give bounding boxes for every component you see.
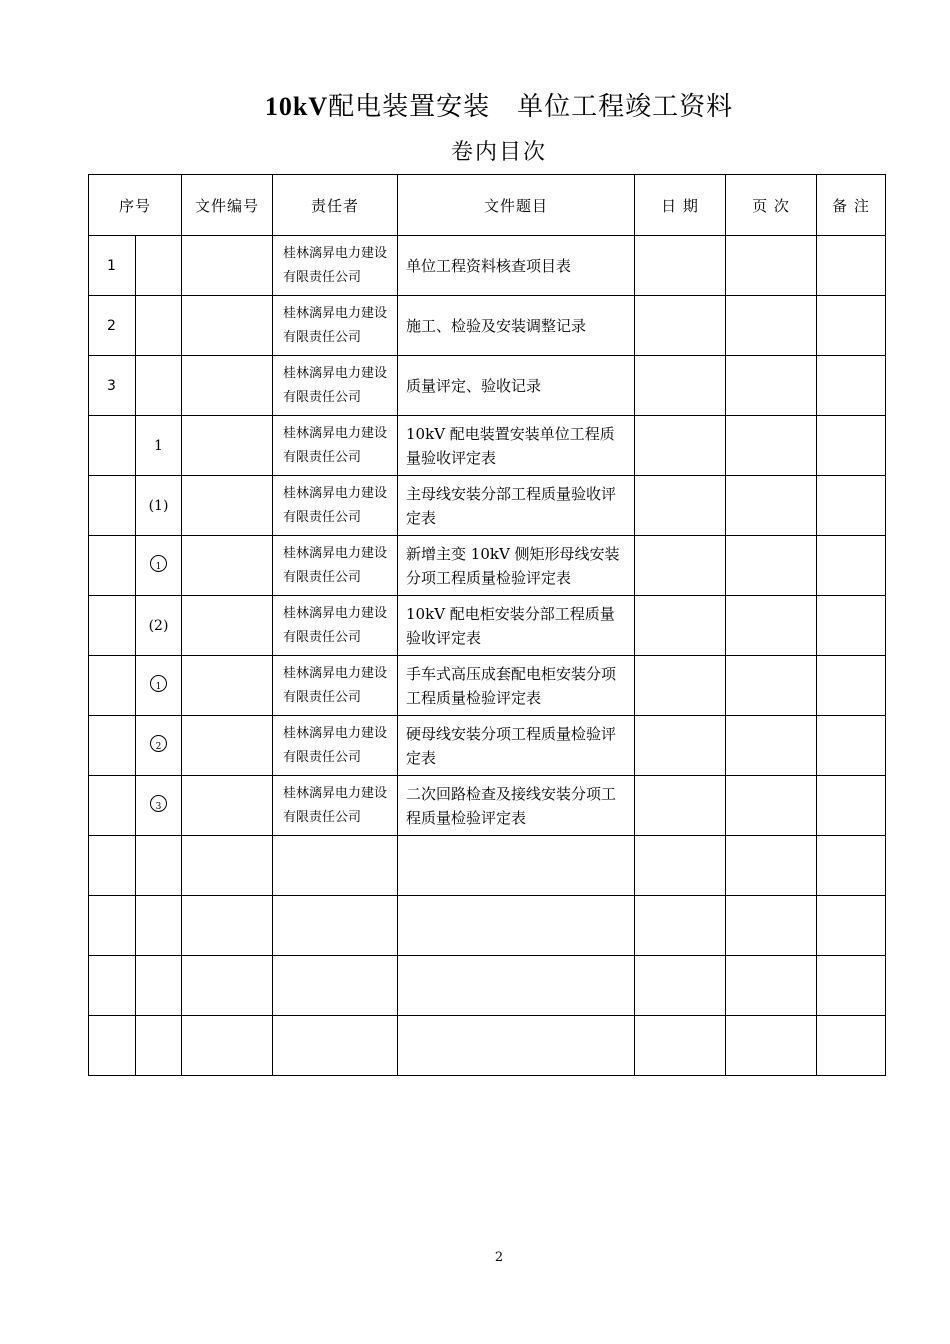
cell-file-no xyxy=(182,356,273,416)
cell-page xyxy=(726,296,817,356)
cell-seq-level1 xyxy=(89,596,136,656)
cell-date xyxy=(635,656,726,716)
cell-responsible: 桂林漓昇电力建设有限责任公司 xyxy=(273,776,398,836)
cell-seq-level1 xyxy=(89,776,136,836)
cell-remark xyxy=(817,1016,886,1076)
cell-page xyxy=(726,1016,817,1076)
document-title-rest: 配电装置安装 单位工程竣工资料 xyxy=(328,92,734,122)
cell-date xyxy=(635,896,726,956)
cell-date xyxy=(635,596,726,656)
cell-seq-level2 xyxy=(136,1016,182,1076)
page-number: 2 xyxy=(494,1250,504,1265)
cell-remark xyxy=(817,416,886,476)
cell-file-title: 单位工程资料核查项目表 xyxy=(398,236,635,296)
cell-date xyxy=(635,236,726,296)
cell-date xyxy=(635,1016,726,1076)
table-row xyxy=(89,356,886,416)
cell-seq-level2 xyxy=(136,236,182,296)
circled-number: 3 xyxy=(150,795,167,812)
table-row xyxy=(89,896,886,956)
cell-file-title: 10kV 配电柜安装分部工程质量验收评定表 xyxy=(398,596,635,656)
cell-file-title: 新增主变 10kV 侧矩形母线安装分项工程质量检验评定表 xyxy=(398,536,635,596)
cell-remark xyxy=(817,356,886,416)
circled-number: 2 xyxy=(150,735,167,752)
cell-page xyxy=(726,776,817,836)
cell-remark xyxy=(817,716,886,776)
cell-file-title: 主母线安装分部工程质量验收评定表 xyxy=(398,476,635,536)
cell-file-no xyxy=(182,716,273,776)
cell-seq-level1 xyxy=(89,1016,136,1076)
cell-file-no xyxy=(182,536,273,596)
table-row xyxy=(89,596,886,656)
cell-seq-level1 xyxy=(89,536,136,596)
cell-remark xyxy=(817,236,886,296)
table-row xyxy=(89,476,886,536)
table-row xyxy=(89,236,886,296)
cell-remark xyxy=(817,596,886,656)
table-row xyxy=(89,716,886,776)
header-page: 页 次 xyxy=(726,175,817,236)
cell-date xyxy=(635,956,726,1016)
table-header-row xyxy=(89,175,886,236)
cell-file-no xyxy=(182,656,273,716)
cell-responsible xyxy=(273,956,398,1016)
cell-file-title xyxy=(398,1016,635,1076)
cell-file-no xyxy=(182,896,273,956)
cell-date xyxy=(635,416,726,476)
cell-page xyxy=(726,236,817,296)
cell-seq-level2 xyxy=(136,716,182,776)
cell-responsible: 桂林漓昇电力建设有限责任公司 xyxy=(273,356,398,416)
cell-file-no xyxy=(182,836,273,896)
cell-seq-level1: 1 xyxy=(89,236,136,296)
cell-file-title xyxy=(398,836,635,896)
cell-seq-level1 xyxy=(89,656,136,716)
cell-responsible: 桂林漓昇电力建设有限责任公司 xyxy=(273,536,398,596)
header-responsible: 责任者 xyxy=(273,175,398,236)
cell-responsible: 桂林漓昇电力建设有限责任公司 xyxy=(273,476,398,536)
table-row xyxy=(89,296,886,356)
cell-remark xyxy=(817,896,886,956)
header-date: 日 期 xyxy=(635,175,726,236)
cell-seq-level1 xyxy=(89,956,136,1016)
cell-seq-level1 xyxy=(89,716,136,776)
cell-date xyxy=(635,536,726,596)
cell-page xyxy=(726,956,817,1016)
circled-number: 1 xyxy=(150,675,167,692)
cell-seq-level1 xyxy=(89,836,136,896)
cell-remark xyxy=(817,296,886,356)
cell-page xyxy=(726,716,817,776)
cell-file-title xyxy=(398,956,635,1016)
header-file-title: 文件题目 xyxy=(398,175,635,236)
cell-remark xyxy=(817,776,886,836)
cell-remark xyxy=(817,476,886,536)
header-file-no: 文件编号 xyxy=(182,175,273,236)
cell-page xyxy=(726,476,817,536)
cell-seq-level2 xyxy=(136,356,182,416)
cell-file-title: 10kV 配电装置安装单位工程质量验收评定表 xyxy=(398,416,635,476)
cell-responsible xyxy=(273,1016,398,1076)
cell-file-no xyxy=(182,476,273,536)
table-row xyxy=(89,956,886,1016)
cell-remark xyxy=(817,836,886,896)
cell-responsible xyxy=(273,896,398,956)
cell-page xyxy=(726,656,817,716)
cell-remark xyxy=(817,536,886,596)
cell-responsible: 桂林漓昇电力建设有限责任公司 xyxy=(273,716,398,776)
cell-seq-level1 xyxy=(89,896,136,956)
cell-date xyxy=(635,716,726,776)
table-row xyxy=(89,836,886,896)
document-title-bold: 10kV xyxy=(264,92,329,121)
cell-seq-level2 xyxy=(136,896,182,956)
cell-seq-level2 xyxy=(136,956,182,1016)
cell-file-no xyxy=(182,236,273,296)
cell-seq-level1 xyxy=(89,476,136,536)
cell-file-no xyxy=(182,296,273,356)
cell-seq-level2 xyxy=(136,656,182,716)
cell-responsible: 桂林漓昇电力建设有限责任公司 xyxy=(273,296,398,356)
cell-date xyxy=(635,476,726,536)
cell-file-no xyxy=(182,1016,273,1076)
cell-file-no xyxy=(182,776,273,836)
circled-number: 1 xyxy=(150,555,167,572)
table-body xyxy=(89,236,886,1076)
cell-date xyxy=(635,776,726,836)
cell-file-title: 手车式高压成套配电柜安装分项工程质量检验评定表 xyxy=(398,656,635,716)
cell-seq-level2: (2) xyxy=(136,596,182,656)
cell-date xyxy=(635,356,726,416)
cell-responsible: 桂林漓昇电力建设有限责任公司 xyxy=(273,656,398,716)
catalog-table xyxy=(88,174,886,1076)
cell-seq-level2: 1 xyxy=(136,416,182,476)
cell-seq-level1: 3 xyxy=(89,356,136,416)
document-title xyxy=(0,86,950,123)
cell-seq-level2 xyxy=(136,836,182,896)
cell-date xyxy=(635,296,726,356)
header-seq: 序号 xyxy=(89,175,182,236)
table-row xyxy=(89,536,886,596)
header-remark: 备 注 xyxy=(817,175,886,236)
cell-file-title: 二次回路检查及接线安装分项工程质量检验评定表 xyxy=(398,776,635,836)
cell-page xyxy=(726,896,817,956)
cell-file-no xyxy=(182,596,273,656)
cell-date xyxy=(635,836,726,896)
cell-responsible: 桂林漓昇电力建设有限责任公司 xyxy=(273,416,398,476)
cell-page xyxy=(726,416,817,476)
cell-page xyxy=(726,356,817,416)
cell-file-title: 硬母线安装分项工程质量检验评定表 xyxy=(398,716,635,776)
cell-file-no xyxy=(182,956,273,1016)
cell-file-title: 质量评定、验收记录 xyxy=(398,356,635,416)
cell-file-no xyxy=(182,416,273,476)
table-row xyxy=(89,416,886,476)
cell-page xyxy=(726,596,817,656)
cell-seq-level1: 2 xyxy=(89,296,136,356)
table-row xyxy=(89,656,886,716)
cell-responsible xyxy=(273,836,398,896)
cell-remark xyxy=(817,956,886,1016)
cell-seq-level2 xyxy=(136,536,182,596)
cell-seq-level2 xyxy=(136,296,182,356)
cell-responsible: 桂林漓昇电力建设有限责任公司 xyxy=(273,236,398,296)
table-row xyxy=(89,1016,886,1076)
cell-seq-level2 xyxy=(136,776,182,836)
cell-seq-level1 xyxy=(89,416,136,476)
cell-page xyxy=(726,836,817,896)
cell-responsible: 桂林漓昇电力建设有限责任公司 xyxy=(273,596,398,656)
cell-file-title: 施工、检验及安装调整记录 xyxy=(398,296,635,356)
document-subtitle: 卷内目次 xyxy=(450,140,547,165)
cell-file-title xyxy=(398,896,635,956)
cell-seq-level2: (1) xyxy=(136,476,182,536)
cell-remark xyxy=(817,656,886,716)
table-row xyxy=(89,776,886,836)
cell-page xyxy=(726,536,817,596)
